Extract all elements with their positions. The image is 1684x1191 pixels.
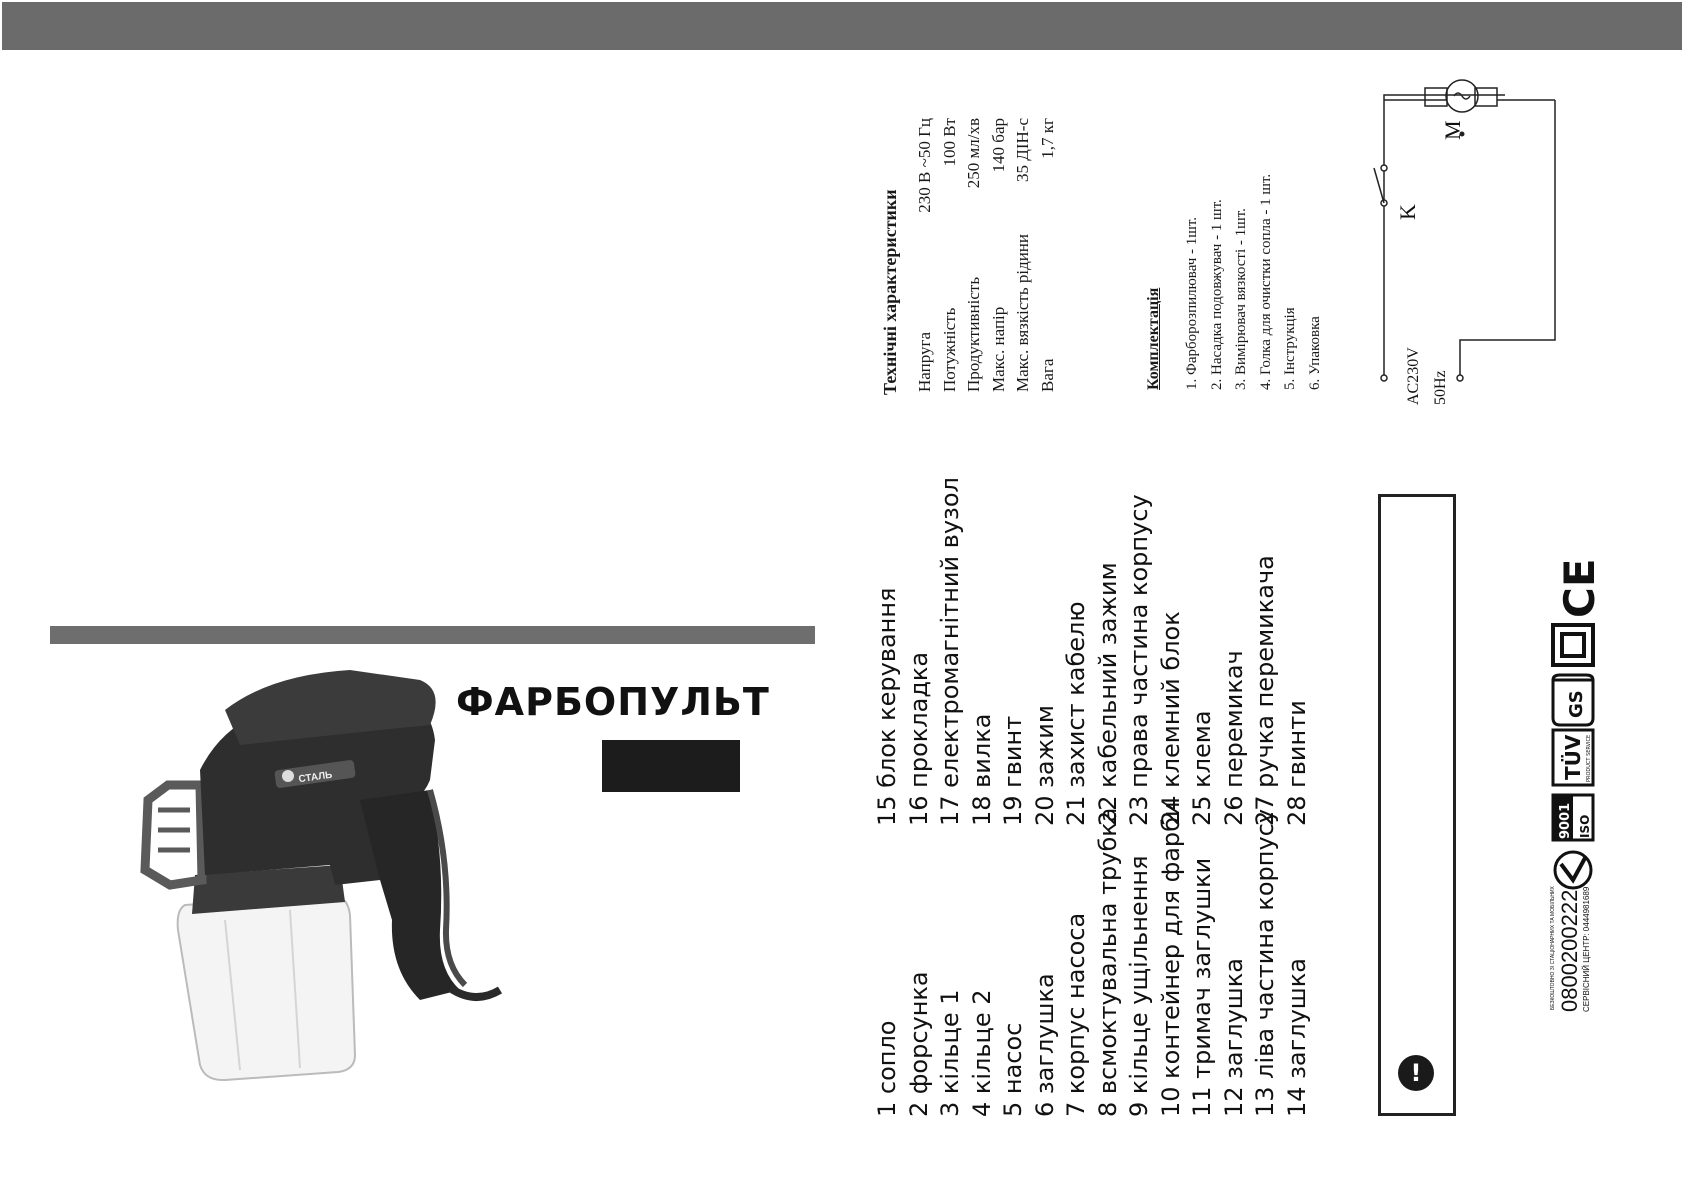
tuv-sub: PRODUCT SERVICE — [1586, 734, 1592, 782]
spec-value: 250 мл/хв — [964, 118, 983, 189]
parts-list-item: 20 зажим — [1030, 705, 1059, 826]
ua-conformity-icon — [1555, 852, 1591, 888]
section-band — [50, 626, 815, 644]
parts-list-item: 4 кільце 2 — [967, 989, 996, 1117]
spec-label: Потужність — [939, 307, 959, 392]
parts-list-item: 23 права частина корпусу — [1125, 494, 1153, 826]
kit-list-item: 3. Вимірювач вязкості - 1шт. — [1233, 208, 1249, 390]
spec-label: Вага — [1037, 358, 1057, 392]
parts-list-item: 27 ручка перемикача — [1251, 555, 1279, 826]
spec-value: 35 ДІН-с — [1013, 118, 1032, 182]
parts-list-item: 17 електромагнітний вузол — [936, 477, 964, 826]
parts-list-item: 6 заглушка — [1030, 973, 1059, 1117]
header-band — [2, 2, 1682, 50]
parts-list-item: 12 заглушка — [1219, 958, 1248, 1117]
parts-list-item: 18 вилка — [967, 713, 996, 826]
model-label-box — [602, 740, 740, 792]
spec-value: 1,7 кг — [1037, 118, 1057, 159]
specs-title: Технічні характеристики — [880, 189, 900, 395]
ce-mark: CE — [1555, 558, 1604, 618]
kit-list-item: 1. Фарборозпилювач - 1шт. — [1184, 216, 1200, 390]
iso-number: 9001 — [1558, 802, 1573, 839]
paint-sprayer-image — [130, 670, 510, 1090]
product-title: ФАРБОПУЛЬТ — [456, 680, 770, 724]
spec-value: 100 Вт — [939, 118, 959, 167]
parts-list-item: 7 корпус насоса — [1062, 912, 1090, 1117]
parts-list-item: 9 кільце ущільнення — [1125, 855, 1153, 1117]
spec-label: Напруга — [915, 332, 934, 392]
supply-voltage: AC230V — [1405, 347, 1422, 405]
wiring-diagram — [1370, 90, 1570, 440]
parts-list-item: 10 контейнер для фарби — [1156, 801, 1185, 1117]
brand-logo-text: СТАЛЬ — [297, 769, 334, 786]
spec-value: 230 В ~50 Гц — [915, 118, 934, 213]
parts-list-item: 8 всмоктувальна трубка — [1093, 807, 1122, 1117]
supply-frequency: 50Hz — [1432, 370, 1449, 405]
kit-list-item: 5. Інструкція — [1282, 307, 1298, 390]
certification-marks — [1548, 558, 1604, 1010]
kit-list-item: 2. Насадка подовжувач - 1 шт. — [1208, 199, 1225, 390]
warning-box — [1378, 494, 1456, 1116]
parts-list-item: 5 насос — [999, 1022, 1027, 1117]
parts-list-item: 13 ліва частина корпусу — [1251, 808, 1279, 1117]
switch-label: K — [1395, 204, 1420, 220]
hotline-number: 0800200222 — [1557, 889, 1582, 1012]
exclamation-icon: ! — [1398, 1055, 1434, 1091]
parts-list-item: 24 клемний блок — [1156, 611, 1185, 826]
kit-title: Комплектація — [1145, 287, 1162, 390]
parts-list-a — [872, 801, 1313, 1117]
parts-list-item: 28 гвинти — [1282, 700, 1311, 826]
parts-list-item: 26 перемикач — [1219, 650, 1248, 826]
parts-list-item: 25 клема — [1188, 710, 1216, 826]
parts-list-item: 11 тримач заглушки — [1188, 857, 1216, 1117]
parts-list-item: 15 блок керування — [873, 587, 901, 826]
parts-list-item: 2 форсунка — [904, 971, 933, 1117]
spec-label: Макс. вязкість рідини — [1013, 233, 1032, 392]
parts-list-item: 22 кабельний зажим — [1093, 562, 1122, 826]
kit-list-item: 6. Упаковка — [1306, 316, 1323, 390]
parts-list-b — [872, 477, 1313, 826]
parts-list-item: 19 гвинт — [999, 715, 1027, 826]
double-insulation-icon — [1553, 625, 1593, 665]
spec-label: Макс. напір — [988, 306, 1008, 392]
parts-list-item: 3 кільце 1 — [936, 989, 964, 1117]
spec-label: Продуктивність — [964, 276, 983, 392]
tuv-text: TÜV — [1561, 734, 1585, 780]
parts-list-item: 1 сопло — [873, 1020, 901, 1117]
hotline-caption: БЕЗКОШТОВНО ЗІ СТАЦІОНАРНИХ ТА МОБІЛЬНИХ — [1550, 886, 1556, 1010]
service-center: СЕРВІСНИЙ ЦЕНТР: 0444981689 — [1582, 886, 1591, 1012]
spec-value: 140 бар — [988, 118, 1008, 173]
parts-list-item: 21 захист кабелю — [1062, 601, 1090, 826]
motor-label: M — [1440, 120, 1465, 140]
parts-list-item: 14 заглушка — [1282, 958, 1311, 1117]
kit-list-item: 4. Голка для очистки сопла - 1 шт. — [1257, 173, 1274, 390]
parts-list-item: 16 прокладка — [904, 651, 933, 826]
kit-list — [1180, 174, 1327, 390]
gs-text: GS — [1566, 690, 1587, 718]
iso-text: ISO — [1578, 814, 1592, 838]
